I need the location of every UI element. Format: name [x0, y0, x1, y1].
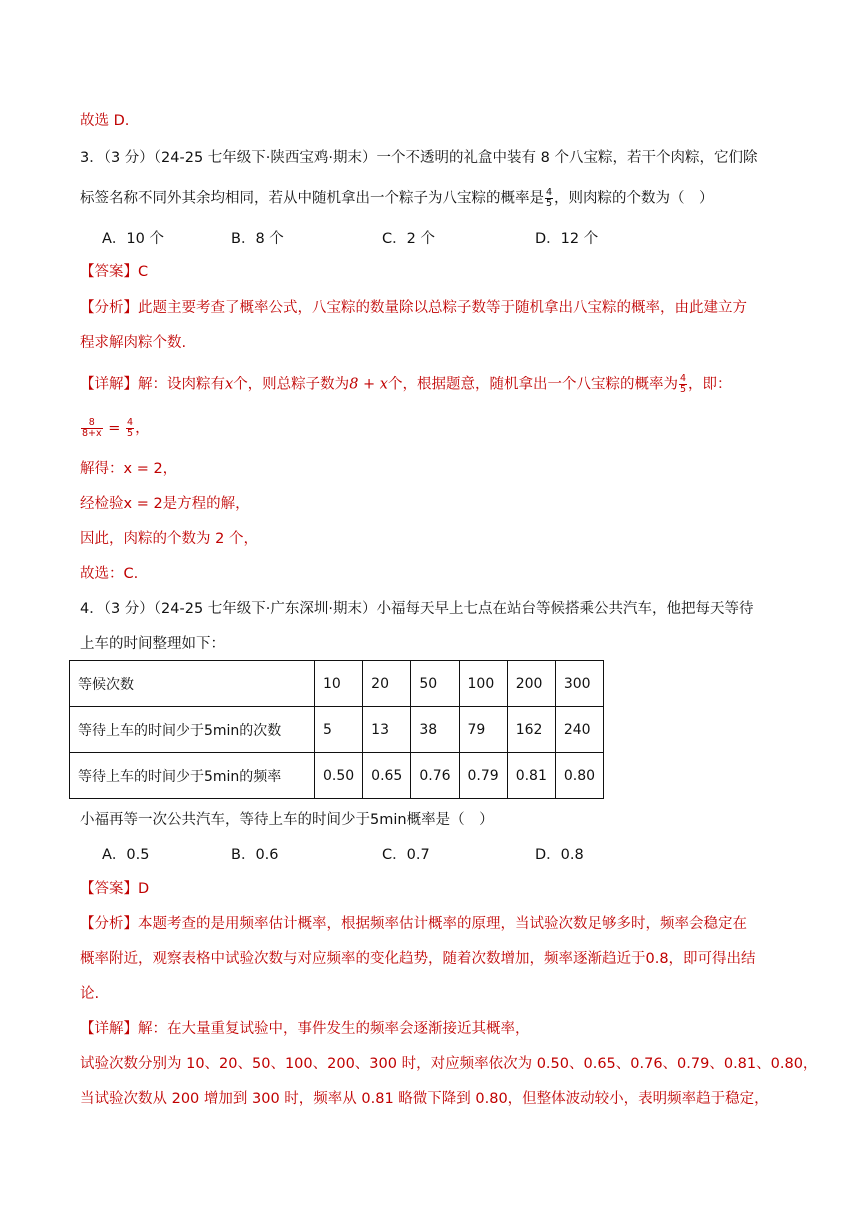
- q3-detail-line: [80, 374, 732, 395]
- q3-detail-frac-den: 5: [679, 384, 687, 395]
- table-cell: 13: [363, 707, 411, 753]
- q4-analysis-line1: 【分析】本题考查的是用频率估计概率，根据频率估计概率的原理，当试验次数足够多时，频率会稳定在: [80, 916, 747, 932]
- q4-question: 小福再等一次公共汽车，等待上车的时间少于5min概率是（ ）: [80, 812, 494, 828]
- q3-detail-text-b: 个，则总粽子数为: [233, 376, 350, 393]
- q3-option-b: B．8 个: [231, 231, 284, 247]
- table-cell: 0.79: [459, 753, 507, 799]
- table-cell: 162: [507, 707, 555, 753]
- table-cell: 38: [411, 707, 459, 753]
- q3-stem-line2: [80, 188, 714, 209]
- q3-analysis-line2: 程求解肉粽个数.: [80, 335, 187, 351]
- table-cell: 300: [555, 661, 603, 707]
- q4-detail-line1: 【详解】解：在大量重复试验中，事件发生的频率会逐渐接近其概率，: [80, 1021, 530, 1037]
- q3-analysis-line1: 【分析】此题主要考查了概率公式，八宝粽的数量除以总粽子数等于随机拿出八宝粽的概率，由此建立方: [80, 300, 747, 316]
- table-row-label: 等候次数: [70, 661, 315, 707]
- table-cell: 50: [411, 661, 459, 707]
- q3-header: 3．（3 分）（24-25 七年级下·陕西宝鸡·期末）一个不透明的礼盒中装有 8 个八宝粽，若干个肉粽，它们除: [80, 150, 758, 166]
- q4-option-a: A．0.5: [102, 847, 150, 863]
- q4-detail-line2: 试验次数分别为 10、20、50、100、200、300 时，对应频率依次为 0.50、0.65、0.76、0.79、0.81、0.80，: [80, 1056, 818, 1072]
- q3-check: 经检验x = 2是方程的解，: [80, 496, 250, 512]
- table-cell: 200: [507, 661, 555, 707]
- q3-detail-frac-num: 4: [679, 373, 687, 384]
- q3-detail-text-a: 【详解】解：设肉粽有: [80, 376, 225, 393]
- table-row: [70, 753, 604, 799]
- q3-eq-right-fraction: [126, 418, 134, 439]
- q3-eq-num: 8: [81, 418, 103, 429]
- q4-stem-line2: 上车的时间整理如下：: [80, 636, 225, 652]
- q3-detail-expr: 8 + x: [349, 376, 388, 393]
- q3-eq-end: ，: [135, 420, 150, 437]
- table-cell: 20: [363, 661, 411, 707]
- q4-option-c: C．0.7: [382, 847, 430, 863]
- table-row: [70, 707, 604, 753]
- q3-eq-den: 8+x: [82, 428, 102, 439]
- table-cell: 10: [315, 661, 363, 707]
- q4-detail-line3: 当试验次数从 200 增加到 300 时，频率从 0.81 略微下降到 0.80，但整体波动较小，表明频率趋于稳定，: [80, 1091, 769, 1107]
- q4-analysis-line3: 论.: [80, 986, 100, 1002]
- q3-equation: [80, 418, 150, 439]
- q3-eq-right-num: 4: [127, 417, 134, 428]
- q3-option-d: D．12 个: [535, 231, 599, 247]
- q4-option-d: D．0.8: [535, 847, 584, 863]
- q3-detail-text-c: 个，根据题意，随机拿出一个八宝粽的概率为: [387, 376, 678, 393]
- q3-detail-fraction: [679, 374, 687, 395]
- q3-eq-right-den: 5: [127, 428, 134, 439]
- q4-analysis-line2: 概率附近，观察表格中试验次数与对应频率的变化趋势，随着次数增加，频率逐渐趋近于0.8，即可得出结: [80, 951, 756, 967]
- q3-eq-equals: =: [103, 420, 126, 437]
- q3-frac-den: 5: [546, 198, 553, 209]
- table-row-label: 等待上车的时间少于5min的频率: [70, 753, 315, 799]
- q4-data-table: [69, 660, 604, 799]
- table-cell: 5: [315, 707, 363, 753]
- table-cell: 0.80: [555, 753, 603, 799]
- table-cell: 240: [555, 707, 603, 753]
- q3-therefore: 因此，肉粽的个数为 2 个，: [80, 531, 258, 547]
- table-row-label: 等待上车的时间少于5min的次数: [70, 707, 315, 753]
- q2-choice-line: 故选 D.: [80, 113, 130, 129]
- q3-detail-var: x: [225, 376, 234, 393]
- table-cell: 0.65: [363, 753, 411, 799]
- table-cell: 79: [459, 707, 507, 753]
- table-cell: 0.81: [507, 753, 555, 799]
- q3-frac-num: 4: [546, 187, 553, 198]
- table-cell: 100: [459, 661, 507, 707]
- table-row: [70, 661, 604, 707]
- q3-option-a: A．10 个: [102, 231, 164, 247]
- q4-answer: 【答案】D: [80, 881, 150, 897]
- q3-eq-left-fraction: [81, 418, 103, 439]
- q3-choose: 故选：C.: [80, 566, 139, 582]
- q3-stem-text-b: ，则肉粽的个数为（ ）: [554, 190, 714, 207]
- table-cell: 0.50: [315, 753, 363, 799]
- table-cell: 0.76: [411, 753, 459, 799]
- q3-stem-text-a: 标签名称不同外其余均相同，若从中随机拿出一个粽子为八宝粽的概率是: [80, 190, 544, 207]
- q4-option-b: B．0.6: [231, 847, 279, 863]
- q4-header: 4．（3 分）（24-25 七年级下·广东深圳·期末）小福每天早上七点在站台等候搭乘公共汽车，他把每天等待: [80, 601, 754, 617]
- q3-option-c: C．2 个: [382, 231, 435, 247]
- q3-probability-fraction: [545, 188, 553, 209]
- q3-answer: 【答案】C: [80, 264, 149, 280]
- q3-detail-text-d: ，即：: [688, 376, 732, 393]
- q3-solve: 解得：x = 2，: [80, 461, 178, 477]
